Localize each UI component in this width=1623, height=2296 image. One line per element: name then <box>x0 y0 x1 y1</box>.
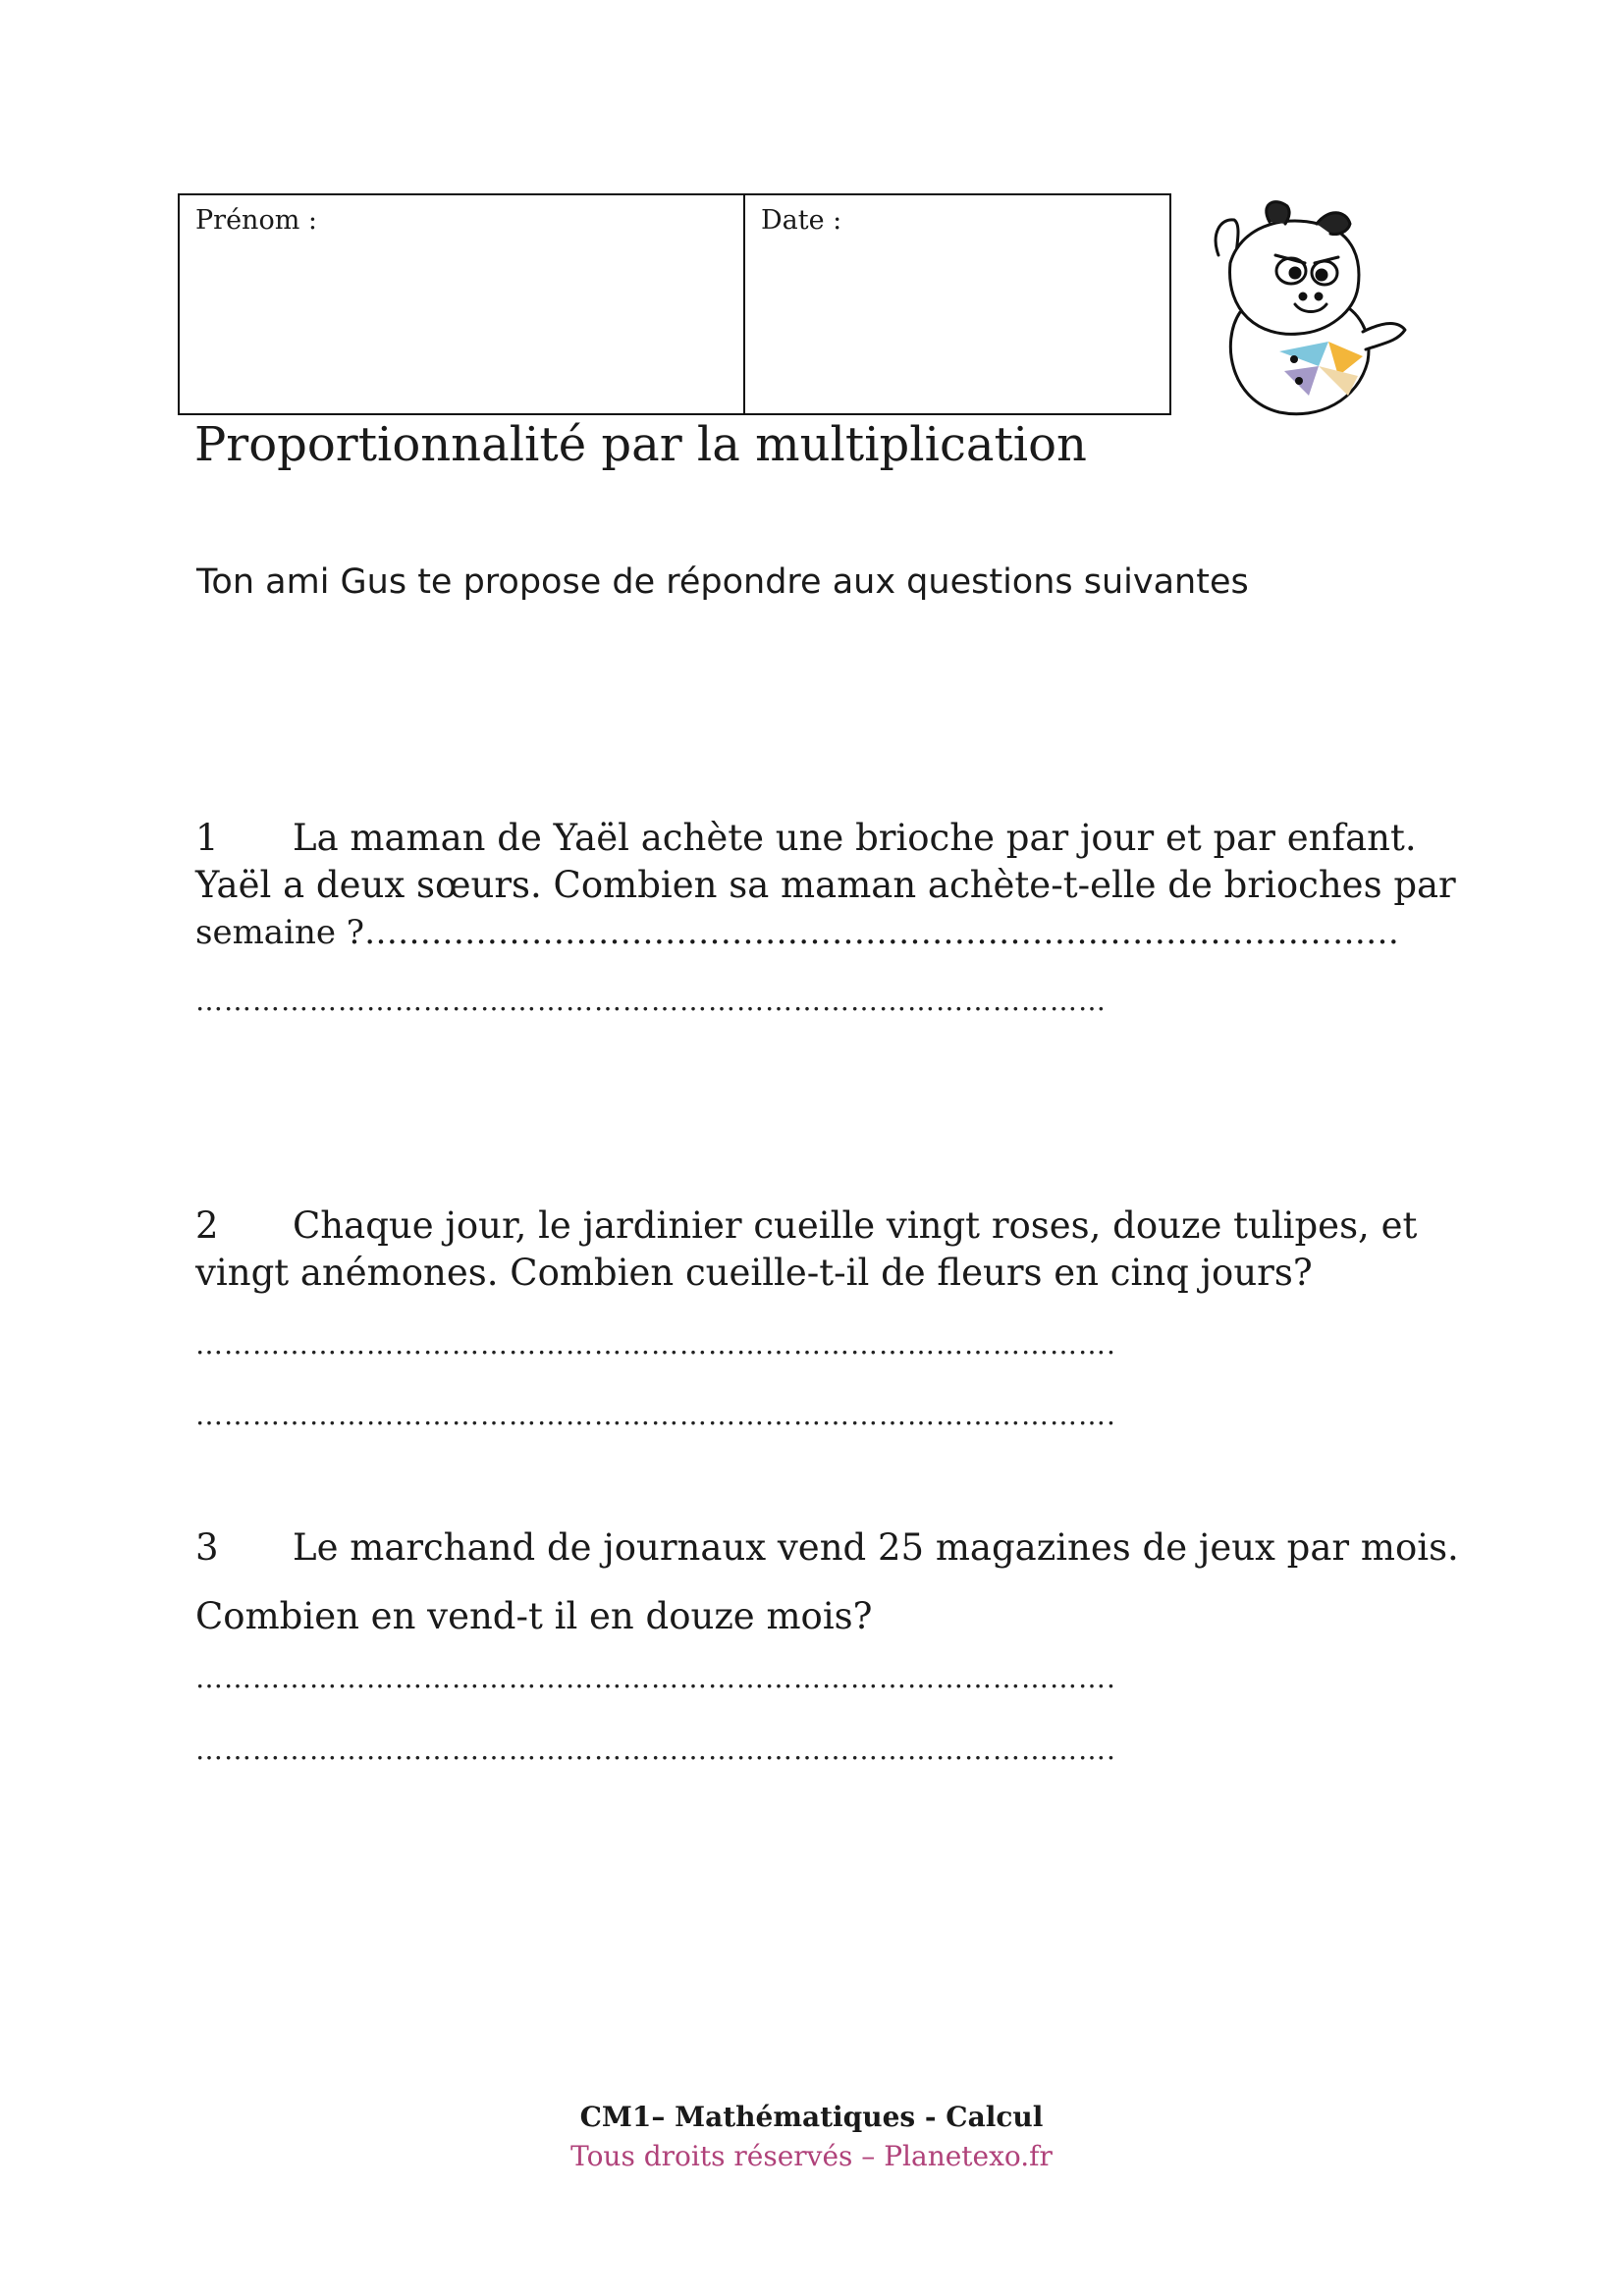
footer-copyright[interactable]: Tous droits réservés – Planetexo.fr <box>570 2140 1053 2172</box>
table-divider <box>743 195 745 413</box>
answer-line[interactable]: …………………………………………………………………………………… <box>195 985 1107 1017</box>
question-text: Combien en vend-t il en douze mois? <box>195 1595 873 1637</box>
question-1 <box>195 815 1456 956</box>
question-number: 3 <box>195 1526 219 1569</box>
question-number: 2 <box>195 1204 219 1247</box>
question-text: vingt anémones. Combien cueille-t-il de fleurs en cinq jours? <box>195 1252 1313 1294</box>
gus-mascot-icon <box>1201 194 1412 418</box>
prenom-label: Prénom : <box>195 205 317 236</box>
question-2 <box>195 1202 1417 1297</box>
question-text: Yaël a deux sœurs. Combien sa maman achète-t-elle de brioches par <box>195 864 1456 906</box>
question-text[interactable]: semaine ?………………………………………………………………………………… <box>195 913 1400 952</box>
page-subtitle: Ton ami Gus te propose de répondre aux questions suivantes <box>196 562 1249 602</box>
question-number: 1 <box>195 817 219 859</box>
answer-line[interactable]: ……………………………………………………………………………………. <box>195 1328 1116 1361</box>
footer-course: CM1– Mathématiques - Calcul <box>579 2101 1044 2133</box>
page-title: Proportionnalité par la multiplication <box>194 417 1087 472</box>
answer-line[interactable]: ……………………………………………………………………………………. <box>195 1662 1116 1694</box>
answer-line[interactable]: ……………………………………………………………………………………. <box>195 1734 1116 1766</box>
answer-line[interactable]: ……………………………………………………………………………………. <box>195 1399 1116 1431</box>
date-label: Date : <box>761 205 842 236</box>
question-3 <box>195 1524 1459 1640</box>
question-text: La maman de Yaël achète une brioche par jour et par enfant. <box>293 817 1417 859</box>
question-text: Le marchand de journaux vend 25 magazines de jeux par mois. <box>293 1526 1459 1569</box>
question-text: Chaque jour, le jardinier cueille vingt roses, douze tulipes, et <box>293 1204 1418 1247</box>
name-date-table <box>178 193 1171 415</box>
